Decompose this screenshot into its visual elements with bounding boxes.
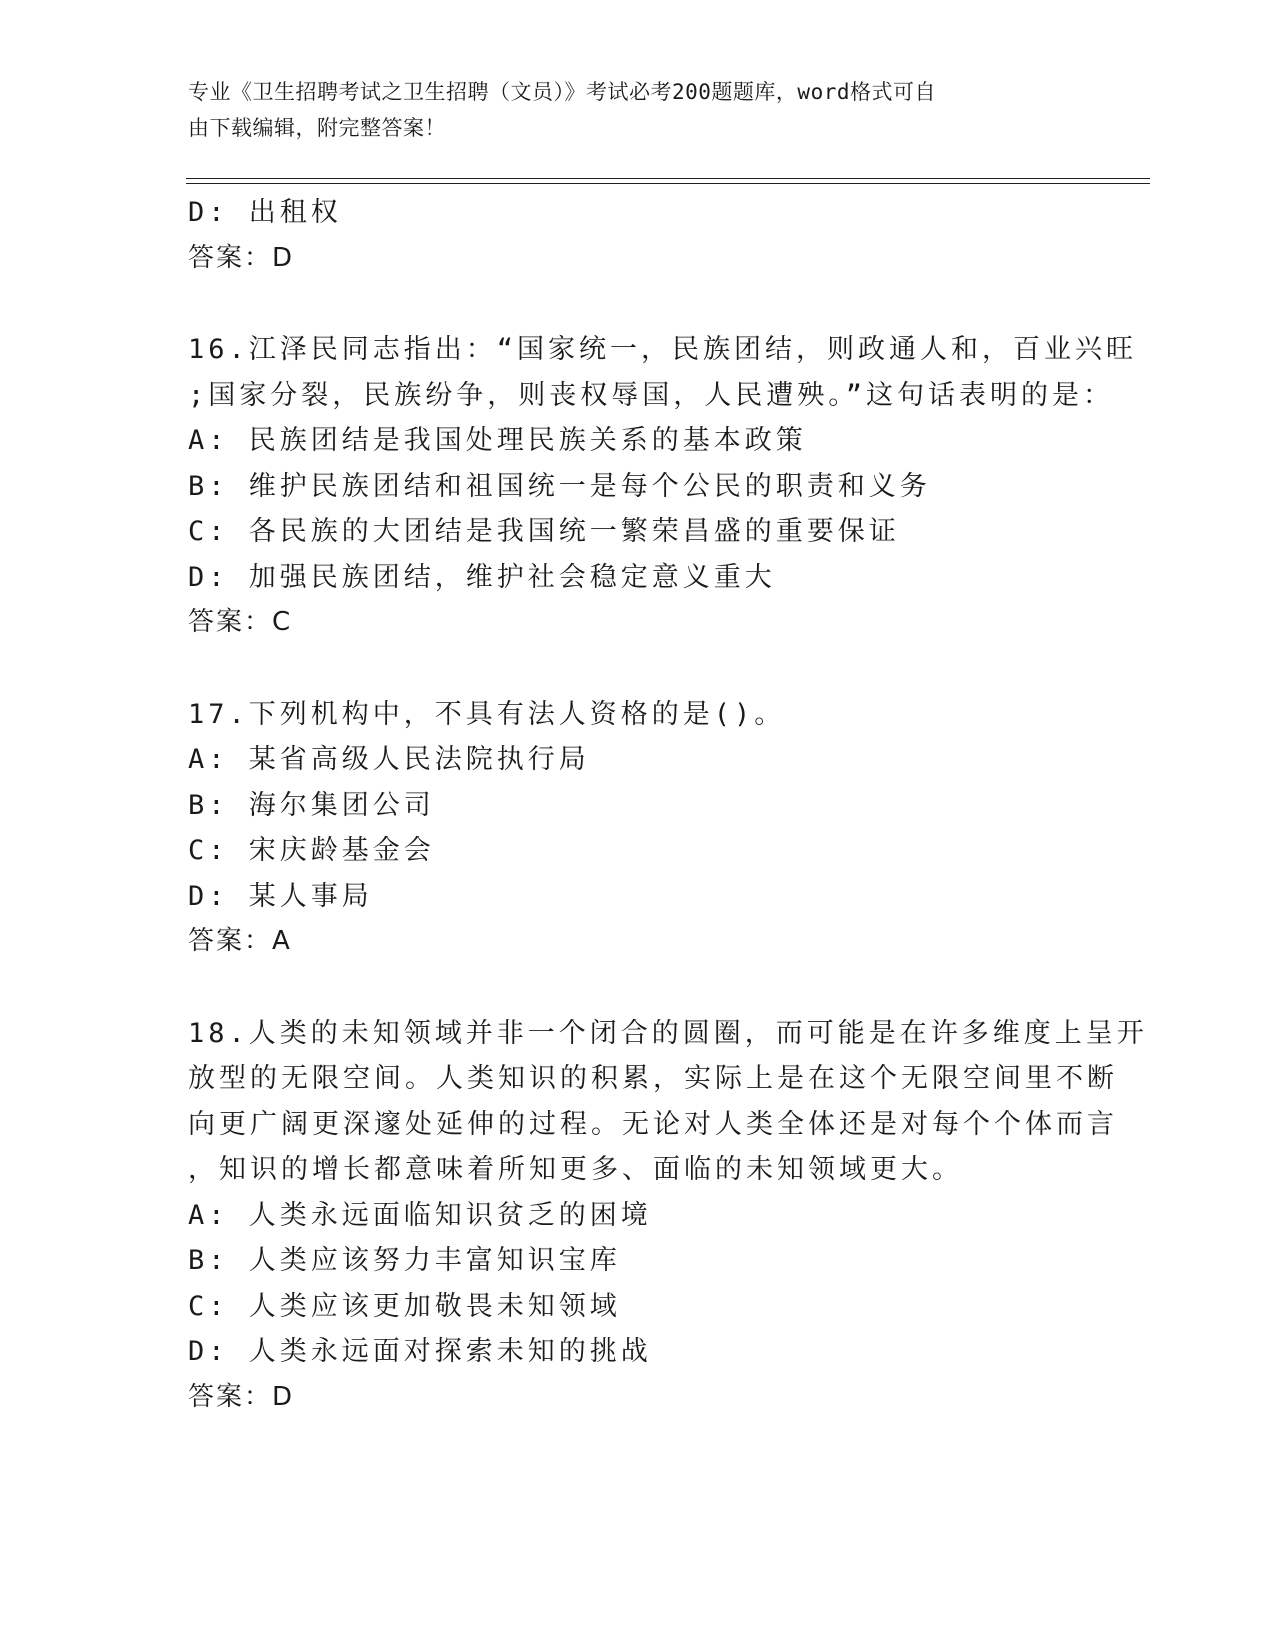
question-17 bbox=[188, 692, 1088, 965]
option-d: D: 出租权 bbox=[188, 197, 342, 228]
question-16 bbox=[188, 327, 1138, 646]
option-c: C: 各民族的大团结是我国统一繁荣昌盛的重要保证 bbox=[188, 516, 900, 547]
option-b: B: 维护民族团结和祖国统一是每个公民的职责和义务 bbox=[188, 470, 931, 502]
question-stem: 放型的无限空间。人类知识的积累，实际上是在这个无限空间里不断 bbox=[188, 1063, 1118, 1094]
question-stem: ;国家分裂，民族纷争，则丧权辱国，人民遭殃。”这句话表明的是： bbox=[188, 379, 1115, 411]
option-a: A: 人类永远面临知识贫乏的困境 bbox=[188, 1199, 652, 1231]
question-content bbox=[188, 190, 1148, 1420]
header-rule-bottom bbox=[186, 183, 1150, 184]
option-a: A: 民族团结是我国处理民族关系的基本政策 bbox=[188, 425, 807, 456]
option-d: D: 某人事局 bbox=[188, 880, 373, 912]
option-c: C: 人类应该更加敬畏未知领域 bbox=[188, 1290, 621, 1322]
question-stem: ，知识的增长都意味着所知更多、面临的未知领域更大。 bbox=[188, 1154, 963, 1185]
answer-line: 答案：D bbox=[188, 1381, 295, 1412]
answer-line: 答案：A bbox=[188, 926, 292, 956]
answer-line: 答案：D bbox=[188, 242, 295, 273]
document-header bbox=[188, 74, 1088, 146]
header-line-1: 专业《卫生招聘考试之卫生招聘（文员）》考试必考200题题库，word格式可自 bbox=[188, 80, 936, 104]
header-line-2: 由下载编辑，附完整答案！ bbox=[188, 116, 446, 140]
previous-question-tail bbox=[188, 190, 1088, 281]
option-d: D: 加强民族团结，维护社会稳定意义重大 bbox=[188, 561, 776, 593]
option-d: D: 人类永远面对探索未知的挑战 bbox=[188, 1336, 652, 1367]
question-stem: 18.人类的未知领域并非一个闭合的圆圈，而可能是在许多维度上呈开 bbox=[188, 1017, 1148, 1049]
question-stem: 16.江泽民同志指出：“国家统一，民族团结，则政通人和，百业兴旺 bbox=[188, 334, 1138, 365]
option-b: B: 人类应该努力丰富知识宝库 bbox=[188, 1245, 621, 1276]
answer-line: 答案：C bbox=[188, 607, 293, 637]
option-b: B: 海尔集团公司 bbox=[188, 789, 435, 821]
header-rule-top bbox=[186, 178, 1150, 179]
question-stem: 向更广阔更深邃处延伸的过程。无论对人类全体还是对每个个体而言 bbox=[188, 1108, 1118, 1140]
question-stem: 17.下列机构中，不具有法人资格的是()。 bbox=[188, 698, 786, 730]
question-18 bbox=[188, 1011, 1148, 1421]
option-a: A: 某省高级人民法院执行局 bbox=[188, 744, 590, 775]
option-c: C: 宋庆龄基金会 bbox=[188, 835, 435, 866]
